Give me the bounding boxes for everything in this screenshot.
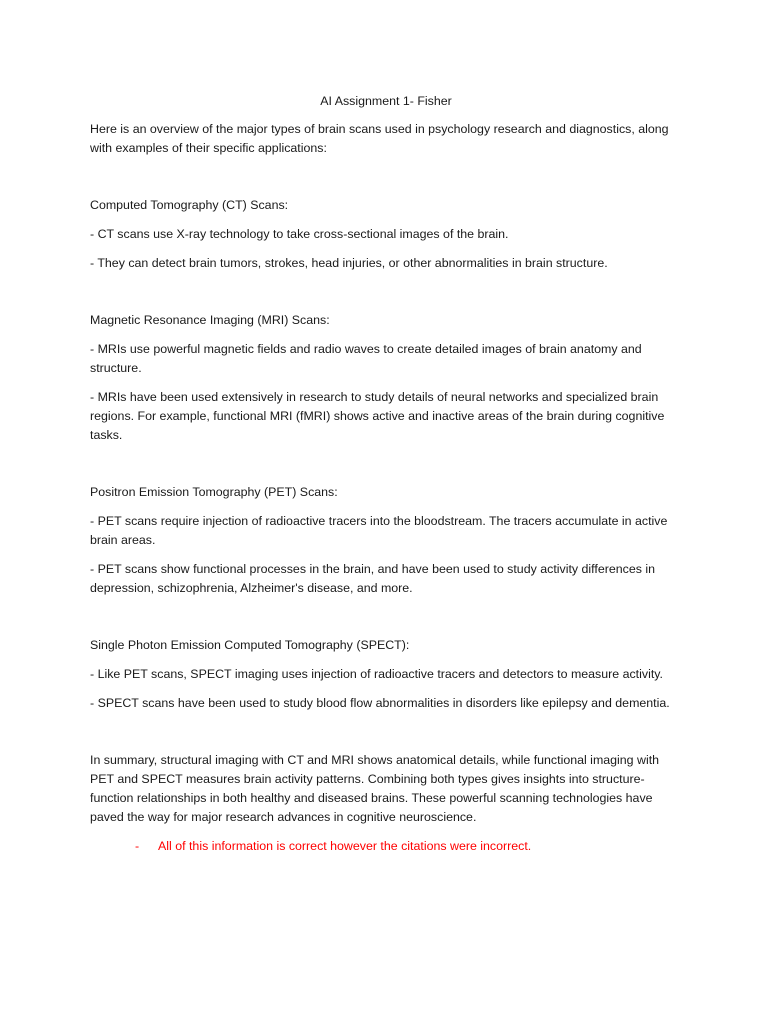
mri-bullet-2: - MRIs have been used extensively in research to study details of neural networks and specialized brain regions. For example, functional MRI (fMRI) shows active and inactive areas of the brain during cognitive tasks. xyxy=(90,390,665,442)
spect-bullet-2: - SPECT scans have been used to study blood flow abnormalities in disorders like epilepsy and dementia. xyxy=(90,696,670,710)
intro-paragraph: Here is an overview of the major types of brain scans used in psychology research and diagnostics, along with examples of their specific applications: xyxy=(90,122,669,155)
pet-bullet-2: - PET scans show functional processes in the brain, and have been used to study activity differences in depression, schizophrenia, Alzheimer's disease, and more. xyxy=(90,562,656,595)
document-title: AI Assignment 1- Fisher xyxy=(320,94,452,108)
feedback-note xyxy=(90,837,682,856)
section-heading-ct: Computed Tomography (CT) Scans: xyxy=(90,198,289,212)
summary-paragraph: In summary, structural imaging with CT and MRI shows anatomical details, while functional imaging with PET and SPECT measures brain activity patterns. Combining both types gives insights into structure-function relationships in both healthy and diseased brains. These powerful scanning technologies have paved the way for major research advances in cognitive neuroscience. xyxy=(90,753,660,824)
document-body xyxy=(90,92,682,856)
section-heading-spect: Single Photon Emission Computed Tomography (SPECT): xyxy=(90,638,410,652)
ct-bullet-2: - They can detect brain tumors, strokes, head injuries, or other abnormalities in brain structure. xyxy=(90,256,608,270)
ct-bullet-1: - CT scans use X-ray technology to take cross-sectional images of the brain. xyxy=(90,227,509,241)
mri-bullet-1: - MRIs use powerful magnetic fields and radio waves to create detailed images of brain anatomy and structure. xyxy=(90,342,642,375)
note-bullet: - xyxy=(135,839,140,853)
section-heading-mri: Magnetic Resonance Imaging (MRI) Scans: xyxy=(90,313,330,327)
note-text: All of this information is correct however the citations were incorrect. xyxy=(158,839,532,853)
section-heading-pet: Positron Emission Tomography (PET) Scans: xyxy=(90,485,338,499)
spect-bullet-1: - Like PET scans, SPECT imaging uses injection of radioactive tracers and detectors to measure activity. xyxy=(90,667,663,681)
pet-bullet-1: - PET scans require injection of radioactive tracers into the bloodstream. The tracers accumulate in active brain areas. xyxy=(90,514,668,547)
